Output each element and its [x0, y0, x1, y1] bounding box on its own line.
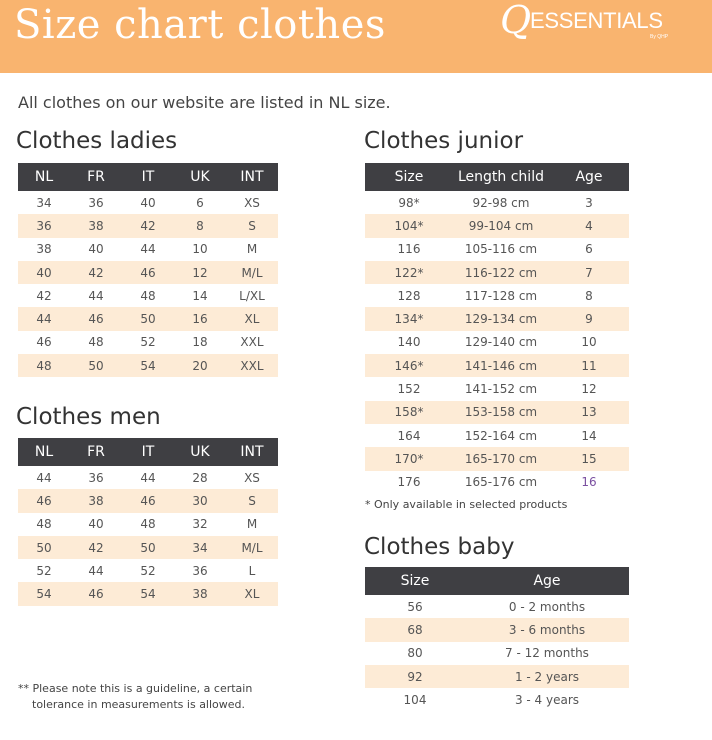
table-cell: 165-176 cm [464, 475, 538, 490]
table-cell: XS [244, 470, 260, 485]
table-row [365, 238, 629, 261]
table-header-row [18, 438, 278, 466]
table-row [365, 377, 629, 400]
table-cell: 10 [192, 242, 208, 257]
table-cell: 50 [122, 536, 174, 559]
table-cell: 38 [174, 582, 226, 605]
table-cell: 104* [365, 214, 453, 237]
column-header: Size [365, 567, 465, 595]
table-cell: 122* [365, 261, 453, 284]
table-cell: 153-158 cm [453, 401, 549, 424]
table-cell: 7 [549, 261, 629, 284]
table-cell: S [226, 214, 278, 237]
guideline-footnote [18, 681, 252, 713]
table-cell: 54 [18, 582, 70, 605]
table-cell: 36 [18, 214, 70, 237]
table-row [18, 536, 278, 559]
table-header-row [18, 163, 278, 191]
column-header: NL [18, 438, 70, 466]
men-table [18, 438, 278, 606]
table-cell: 46 [122, 489, 174, 512]
table-cell: 117-128 cm [464, 288, 538, 303]
column-header: Age [465, 567, 629, 595]
table-cell: 129-140 cm [464, 335, 538, 350]
column-header: INT [226, 163, 278, 191]
table-cell: 16 [581, 475, 597, 490]
column-header: Length child [453, 163, 549, 191]
table-cell: 170* [365, 447, 453, 470]
table-cell: 8 [585, 288, 593, 303]
table-cell: M/L [226, 536, 278, 559]
table-row [365, 354, 629, 377]
column-header: IT [122, 438, 174, 466]
table-cell: 14 [581, 428, 597, 443]
table-cell: 30 [174, 489, 226, 512]
table-cell: 44 [88, 288, 104, 303]
column-header: Age [549, 163, 629, 191]
table-cell: S [226, 489, 278, 512]
table-row [365, 688, 629, 711]
table-cell: 50 [122, 307, 174, 330]
table-row [365, 618, 629, 641]
table-cell: 1 - 2 years [465, 665, 629, 688]
table-cell: 141-146 cm [453, 354, 549, 377]
table-header-row [365, 163, 629, 191]
table-row [365, 284, 629, 307]
table-cell: 116 [397, 242, 421, 257]
page-title: Size chart clothes [14, 2, 386, 48]
table-cell: 141-152 cm [464, 382, 538, 397]
table-cell: 3 - 6 months [465, 618, 629, 641]
table-cell: 7 - 12 months [505, 646, 589, 661]
table-cell: 44 [18, 307, 70, 330]
table-cell: 80 [407, 646, 423, 661]
table-cell: 40 [88, 242, 104, 257]
column-header: Size [365, 163, 453, 191]
table-cell: 3 [585, 195, 593, 210]
table-cell: 46 [18, 489, 70, 512]
table-cell: 129-134 cm [453, 307, 549, 330]
logo-subtext: By QHP [650, 34, 669, 40]
table-cell: 128 [397, 288, 421, 303]
table-cell: 146* [365, 354, 453, 377]
header-banner [0, 0, 712, 73]
ladies-title: Clothes ladies [16, 128, 178, 154]
table-row [18, 582, 278, 605]
table-row [18, 214, 278, 237]
table-cell: 6 [196, 195, 204, 210]
table-cell: 50 [70, 354, 122, 377]
table-cell: L/XL [239, 288, 265, 303]
table-cell: 152 [397, 382, 421, 397]
table-cell: 9 [549, 307, 629, 330]
baby-title: Clothes baby [364, 534, 515, 560]
table-row [365, 191, 629, 214]
table-cell: 40 [140, 195, 156, 210]
table-cell: 134* [365, 307, 453, 330]
table-row [18, 191, 278, 214]
table-cell: M [246, 517, 258, 532]
table-cell: 176 [397, 475, 421, 490]
table-cell: 99-104 cm [453, 214, 549, 237]
table-row [18, 238, 278, 261]
table-cell: 34 [174, 536, 226, 559]
table-cell: 50 [18, 536, 70, 559]
table-cell: 165-170 cm [453, 447, 549, 470]
table-cell: 42 [70, 536, 122, 559]
table-row [365, 665, 629, 688]
intro-text: All clothes on our website are listed in NL size. [18, 93, 391, 112]
junior-title: Clothes junior [364, 128, 524, 154]
table-row [365, 331, 629, 354]
table-row [18, 331, 278, 354]
table-cell: 46 [36, 335, 52, 350]
table-row [365, 471, 629, 494]
table-cell: 38 [70, 489, 122, 512]
table-cell: 48 [18, 354, 70, 377]
table-cell: 38 [36, 242, 52, 257]
baby-table [365, 567, 629, 711]
column-header: FR [70, 438, 122, 466]
table-cell: 36 [192, 563, 208, 578]
table-cell: 0 - 2 months [508, 599, 586, 614]
ladies-table [18, 163, 278, 377]
table-row [18, 513, 278, 536]
table-cell: 16 [174, 307, 226, 330]
table-cell: 11 [549, 354, 629, 377]
table-cell: 40 [88, 517, 104, 532]
table-cell: 158* [365, 401, 453, 424]
table-cell: 34 [36, 195, 52, 210]
table-cell: 12 [581, 382, 597, 397]
table-cell: 152-164 cm [464, 428, 538, 443]
table-row [18, 559, 278, 582]
table-cell: XL [226, 582, 278, 605]
table-cell: 54 [122, 354, 174, 377]
table-cell: 36 [88, 195, 104, 210]
table-cell: 44 [36, 470, 52, 485]
table-cell: XS [244, 195, 260, 210]
table-cell: 52 [140, 563, 156, 578]
table-row [365, 214, 629, 237]
table-cell: XXL [226, 354, 278, 377]
table-cell: 68 [365, 618, 465, 641]
table-cell: 92-98 cm [472, 195, 530, 210]
table-cell: 3 - 4 years [514, 692, 580, 707]
table-cell: 56 [407, 599, 423, 614]
table-cell: 44 [140, 470, 156, 485]
table-cell: 32 [192, 517, 208, 532]
table-cell: 10 [581, 335, 597, 350]
table-cell: 38 [70, 214, 122, 237]
table-cell: 44 [140, 242, 156, 257]
logo-mark: Q [500, 0, 532, 42]
table-cell: 105-116 cm [464, 242, 538, 257]
junior-table [365, 163, 629, 494]
table-cell: XL [226, 307, 278, 330]
table-cell: 36 [88, 470, 104, 485]
table-row [18, 307, 278, 330]
table-row [18, 261, 278, 284]
table-cell: 42 [122, 214, 174, 237]
brand-logo [500, 0, 690, 44]
table-cell: 46 [70, 307, 122, 330]
table-cell: 18 [192, 335, 208, 350]
table-cell: 8 [174, 214, 226, 237]
table-cell: 12 [174, 261, 226, 284]
table-cell: 46 [70, 582, 122, 605]
table-cell: 28 [192, 470, 208, 485]
table-cell: L [248, 563, 256, 578]
table-cell: 164 [397, 428, 421, 443]
table-cell: 48 [140, 517, 156, 532]
table-cell: XXL [240, 335, 264, 350]
table-cell: 54 [122, 582, 174, 605]
table-cell: 48 [36, 517, 52, 532]
table-row [18, 354, 278, 377]
table-row [365, 307, 629, 330]
table-cell: 6 [585, 242, 593, 257]
column-header: UK [174, 163, 226, 191]
column-header: UK [174, 438, 226, 466]
column-header: FR [70, 163, 122, 191]
table-row [365, 261, 629, 284]
table-cell: 15 [549, 447, 629, 470]
table-cell: 116-122 cm [453, 261, 549, 284]
table-cell: 48 [140, 288, 156, 303]
table-cell: 52 [36, 563, 52, 578]
logo-text: ESSENTIALS [530, 8, 663, 33]
junior-availability-note: * Only available in selected products [365, 498, 568, 511]
table-cell: 20 [174, 354, 226, 377]
table-cell: 48 [88, 335, 104, 350]
table-row [365, 642, 629, 665]
column-header: IT [122, 163, 174, 191]
table-header-row [365, 567, 629, 595]
table-row [365, 595, 629, 618]
table-cell: 46 [122, 261, 174, 284]
table-cell: 42 [36, 288, 52, 303]
table-row [18, 466, 278, 489]
table-cell: M/L [226, 261, 278, 284]
table-cell: 140 [397, 335, 421, 350]
table-row [18, 284, 278, 307]
footnote-line: ** Please note this is a guideline, a certain [18, 682, 253, 695]
column-header: NL [18, 163, 70, 191]
table-row [365, 424, 629, 447]
table-cell: M [246, 242, 258, 257]
table-row [365, 447, 629, 470]
table-cell: 92 [365, 665, 465, 688]
table-cell: 104 [403, 692, 427, 707]
men-title: Clothes men [16, 404, 161, 430]
table-cell: 14 [192, 288, 208, 303]
table-cell: 40 [18, 261, 70, 284]
table-cell: 13 [549, 401, 629, 424]
table-cell: 42 [70, 261, 122, 284]
table-cell: 4 [549, 214, 629, 237]
table-row [18, 489, 278, 512]
table-cell: 52 [140, 335, 156, 350]
table-cell: 98* [398, 195, 420, 210]
column-header: INT [226, 438, 278, 466]
table-row [365, 401, 629, 424]
footnote-line: tolerance in measurements is allowed. [32, 698, 246, 711]
table-cell: 44 [88, 563, 104, 578]
